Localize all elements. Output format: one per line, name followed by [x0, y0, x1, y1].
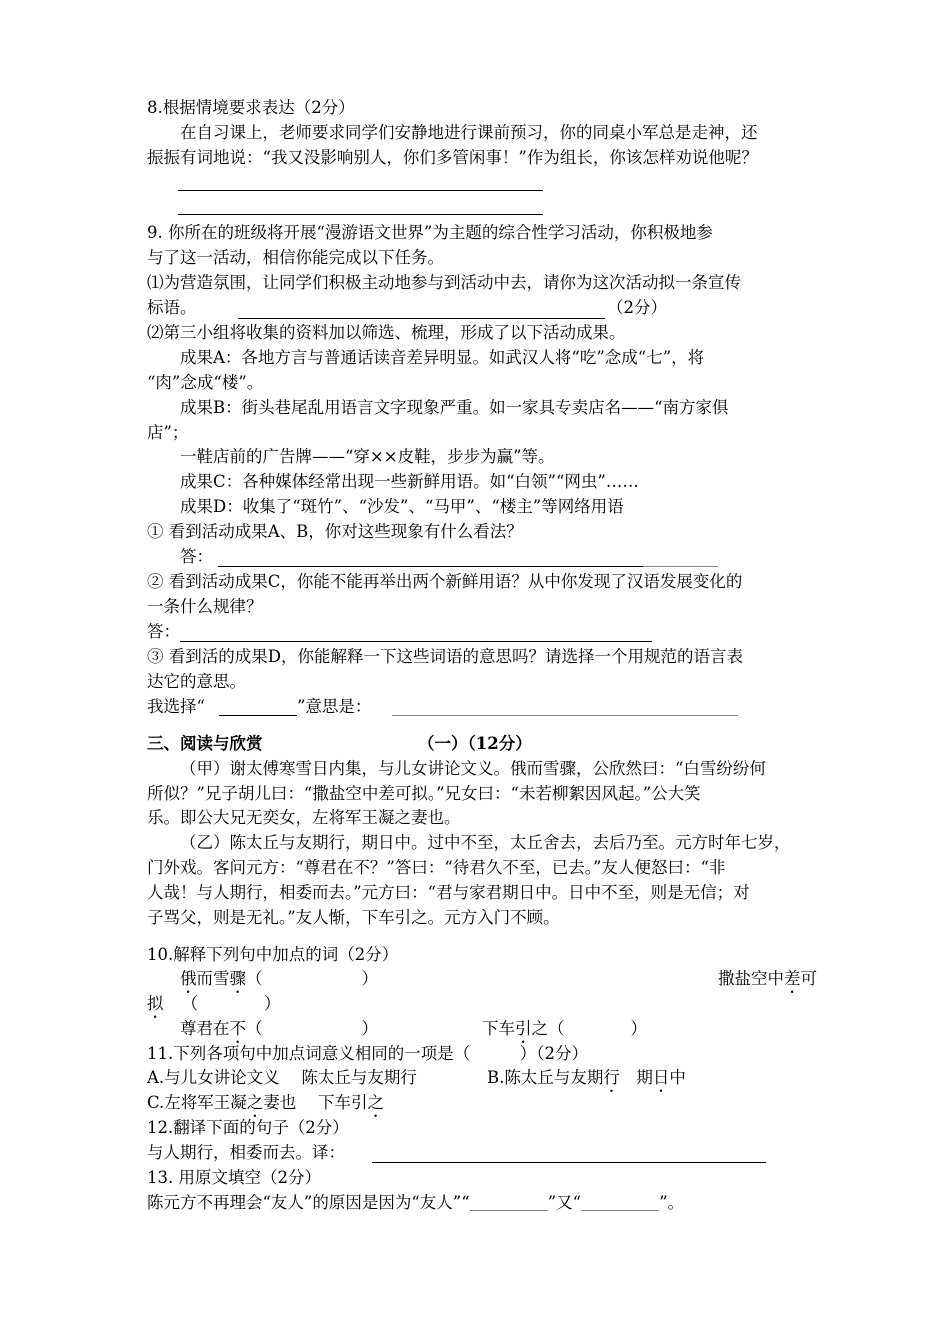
- q8-paragraph-line1: 在自习课上，老师要求同学们安静地进行课前预习，你的同桌小军总是走神，还: [180, 123, 758, 142]
- q10-item-a-blank[interactable]: （ ）: [246, 969, 378, 988]
- q9-sub1-line1: ⑴为营造氛围，让同学们积极主动地参与到活动中去，请你为这次活动拟一条宣传: [147, 273, 741, 292]
- passage-yi-line4: 子骂父，则是无礼。”友人惭，下车引之。元方入门不顾。: [147, 908, 560, 927]
- q9-c3-choice-blank[interactable]: [219, 715, 297, 716]
- result-a-line1: 成果A：各地方言与普通话读音差异明显。如武汉人将“吃”念成“七”，将: [180, 348, 705, 367]
- passage-yi-line3: 人哉！与人期行，相委而去。”元方曰：“君与家君期日中。日中不至，则是无信；对: [147, 883, 750, 902]
- q9-c3-meaning-line[interactable]: [392, 715, 738, 716]
- q9-c2-answer-line[interactable]: [180, 641, 652, 642]
- dotted-word: 日: [652, 1068, 670, 1087]
- q9-c1-answer-line[interactable]: [218, 566, 643, 567]
- q10-item-b: 撒盐空中差可: [718, 969, 817, 988]
- q9-sub1-line2: 标语。: [147, 298, 197, 317]
- dotted-word: 引: [515, 1019, 532, 1038]
- dotted-word: 之: [367, 1093, 385, 1112]
- q13-blank-2[interactable]: [581, 1194, 659, 1211]
- passage-jia-line1: （甲）谢太傅寒雪日内集，与儿女讲论文义。俄而雪骤，公欣然曰：“白雪纷纷何: [180, 759, 766, 778]
- q9-c3-question-line2: 达它的意思。: [147, 672, 246, 691]
- q11-option-b[interactable]: B.陈太丘与友期行 期日中: [487, 1068, 686, 1087]
- q9-slogan-answer-line[interactable]: [238, 318, 605, 319]
- result-a-line2: “肉”念成“楼”。: [147, 373, 264, 392]
- q8-answer-line-2[interactable]: [178, 214, 543, 215]
- q11-option-c[interactable]: C.左将军王凝之妻也 下车引之: [147, 1093, 385, 1112]
- dotted-word: 之: [246, 1093, 264, 1112]
- q9-c3-meaning-label: ”意思是：: [297, 697, 372, 716]
- section3-subheading: （一）（12分）: [418, 734, 532, 753]
- q11-option-a[interactable]: A.与儿女讲论文义 陈太丘与友期行: [147, 1068, 417, 1087]
- q10-item-d-blank[interactable]: 之（ ）: [531, 1019, 647, 1038]
- q10-item-a: 俄而雪骤（ ）: [180, 969, 378, 988]
- q10-item-d: 下车引之（ ）: [482, 1019, 647, 1038]
- q9-c1-question: ① 看到活动成果A、B，你对这些现象有什么看法？: [147, 522, 523, 541]
- q8-title: 8.根据情境要求表达（2分）: [147, 98, 355, 117]
- q9-intro-line1: 9. 你所在的班级将开展“漫游语文世界”为主题的综合性学习活动，你积极地参: [147, 223, 713, 242]
- q12-title: 12.翻译下面的句子（2分）: [147, 1118, 349, 1137]
- result-d: 成果D：收集了“斑竹”、“沙发”、“马甲”、“楼主”等网络用语: [180, 497, 624, 516]
- q9-c3-question-line1: ③ 看到活的成果D，你能解释一下这些词语的意思吗？请选择一个用规范的语言表: [147, 647, 743, 666]
- q10-item-c-blank[interactable]: （ ）: [246, 1019, 378, 1038]
- q13-blank-1[interactable]: [470, 1194, 548, 1211]
- q13-title: 13. 用原文填空（2分）: [147, 1168, 321, 1187]
- q9-c2-answer-label: 答：: [147, 622, 180, 641]
- passage-jia-line3: 乐。即公大兄无奕女，左将军王凝之妻也。: [147, 808, 461, 827]
- q9-c2-question-line2: 一条什么规律？: [147, 597, 263, 616]
- result-c: 成果C：各种媒体经常出现一些新鲜用语。如“白领”“网虫”……: [180, 472, 639, 491]
- q9-c1-answer-line-ext: [643, 566, 718, 567]
- result-b-line3: 一鞋店前的广告牌——“穿××皮鞋，步步为赢”等。: [180, 447, 555, 466]
- q8-answer-line-1[interactable]: [178, 190, 543, 191]
- q12-sentence: 与人期行，相委而去。译：: [147, 1143, 345, 1162]
- q9-sub2: ⑵第三小组将收集的资料加以筛选、梳理，形成了以下活动成果。: [147, 323, 626, 342]
- dotted-word: 行: [603, 1068, 620, 1087]
- result-b-line1: 成果B：街头巷尾乱用语言文字现象严重。如一家具专卖店名——“南方家俱: [180, 398, 729, 417]
- section3-heading: 三、阅读与欣赏: [147, 734, 263, 753]
- passage-yi-line1: （乙）陈太丘与友期行，期日中。过中不至，太丘舍去，去后乃至。元方时年七岁，: [180, 833, 791, 852]
- dotted-word: 不: [229, 1019, 246, 1038]
- q9-intro-line2: 与了这一活动，相信你能完成以下任务。: [147, 248, 444, 267]
- passage-yi-line2: 门外戏。客问元方：“尊君在不？”答曰：“待君久不至，已去。”友人便怒曰：“非: [147, 858, 726, 877]
- q12-translation-line[interactable]: [372, 1162, 766, 1163]
- dotted-word: 俄: [180, 969, 197, 988]
- q9-c1-answer-label: 答：: [180, 547, 213, 566]
- q10-item-b-blank[interactable]: （ ）: [181, 994, 281, 1013]
- dotted-word: 差: [784, 969, 801, 988]
- q10-item-c: 尊君在不（ ）: [180, 1019, 378, 1038]
- passage-jia-line2: 所似？”兄子胡儿曰：“撒盐空中差可拟。”兄女曰：“未若柳絮因风起。”公大笑: [147, 784, 701, 803]
- q9-c3-choice-label: 我选择“: [147, 697, 205, 716]
- q9-sub1-score: （2分）: [607, 298, 667, 317]
- result-b-line2: 店”；: [147, 423, 189, 442]
- q9-c2-question-line1: ② 看到活动成果C，你能不能再举出两个新鲜用语？从中你发现了汉语发展变化的: [147, 572, 743, 591]
- q10-title: 10.解释下列句中加点的词（2分）: [147, 945, 399, 964]
- q8-paragraph-line2: 振振有词地说：“我又没影响别人，你们多管闲事！”作为组长，你该怎样劝说他呢？: [147, 148, 758, 167]
- q11-title: 11.下列各项句中加点词意义相同的一项是（ ）（2分）: [147, 1044, 588, 1063]
- q13-sentence: 陈元方不再理会“友人”的原因是因为“友人”“ ”又“ ”。: [147, 1193, 684, 1212]
- dotted-word: 骤: [229, 969, 246, 988]
- dotted-word: 拟: [147, 994, 164, 1013]
